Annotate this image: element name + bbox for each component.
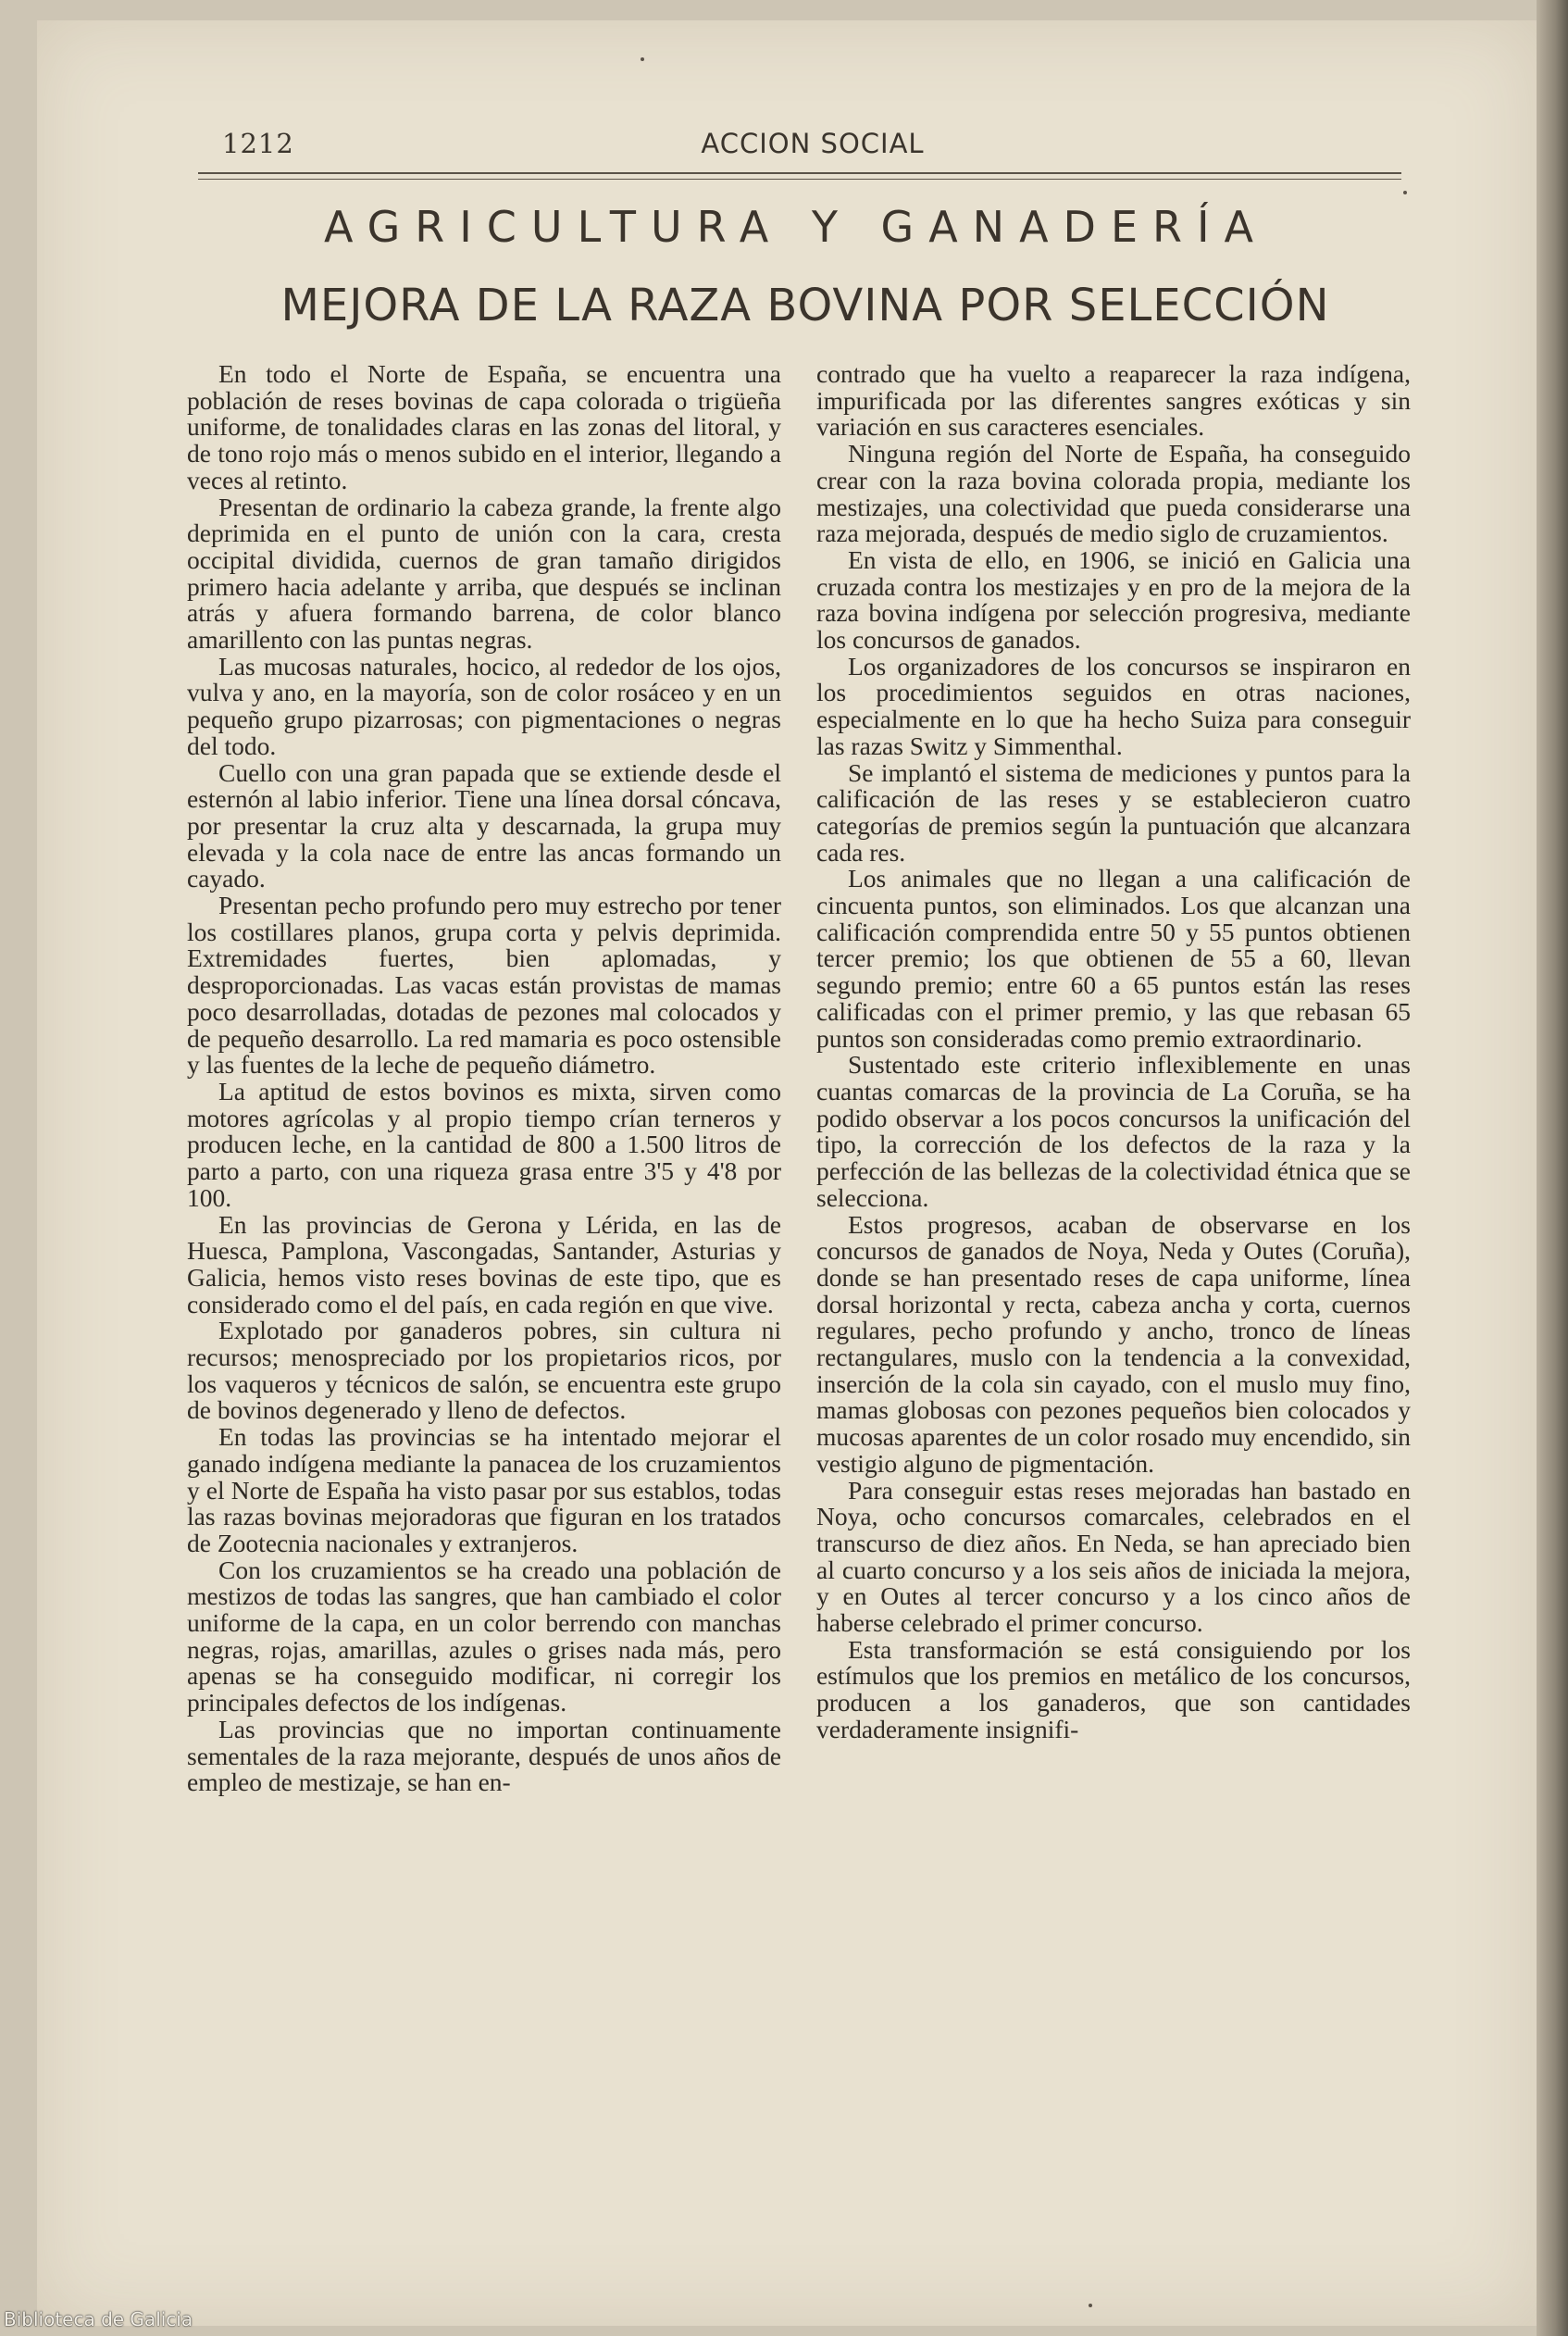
paragraph-continuation: contrado que ha vuelto a reaparecer la raza indígena, impurificada por las diferentes sangres exóticas y sin variación en sus caracteres esenciales. xyxy=(816,359,1411,442)
paragraph: En las provincias de Gerona y Lérida, en las de Huesca, Pamplona, Vascongadas, Santander, Asturias y Galicia, hemos visto reses bovinas de este tipo, que es considerado como el del país, en cada región en que vive. xyxy=(187,1209,781,1318)
paragraph: Explotado por ganaderos pobres, sin cultura ni recursos; menospreciado por los propietarios ricos, por los vaqueros y técnicos de salón, se encuentra este grupo de bovinos degenerado y lleno de defectos. xyxy=(187,1316,781,1425)
page-number: 1212 xyxy=(222,128,294,159)
paragraph: Sustentado este criterio inflexiblemente en unas cuantas comarcas de la provincia de La Coruña, se ha podido observar a los pocos concursos la unificación del tipo, la corrección de los defectos de la raza y la perfección de las bellezas de la colectividad étnica que se selecciona. xyxy=(816,1050,1411,1212)
paragraph: Estos progresos, acaban de observarse en los concursos de ganados de Noya, Neda y Outes (Coruña), donde se han presentado reses de capa uniforme, línea dorsal horizontal y recta, cabeza ancha y corta, cuernos regulares, pecho profundo y ancho, tronco de líneas rectangulares, muslo con la tendencia a la convexidad, inserción de la cola sin cayado, con el muslo muy fino, mamas globosas con pezones pequeños bien colocados y mucosas aparentes de un color rosado muy encendido, sin vestigio alguno de pigmentación. xyxy=(816,1209,1411,1478)
paragraph: Ninguna región del Norte de España, ha conseguido crear con la raza bovina colorada propia, mediante los mestizajes, una colectividad que pueda considerarse una raza mejorada, después de medio siglo de cruzamientos. xyxy=(816,439,1411,548)
paragraph: Presentan pecho profundo pero muy estrecho por tener los costillares planos, grupa corta y pelvis deprimida. Extremidades fuertes, bien aplomadas, y desproporcionadas. Las vacas están provistas de mamas poco desarrolladas, dotadas de pezones mal colocados y de pequeño desarrollo. La red mamaria es poco ostensible y las fuentes de la leche de pequeño diámetro. xyxy=(187,891,781,1080)
paragraph: La aptitud de estos bovinos es mixta, sirven como motores agrícolas y al propio tiempo crían terneros y producen leche, en la cantidad de 800 a 1.500 litros de parto a parto, con una riqueza grasa entre 3'5 y 4'8 por 100. xyxy=(187,1076,781,1212)
journal-name: ACCION SOCIAL xyxy=(701,128,925,159)
running-header xyxy=(222,128,1403,165)
paragraph: Para conseguir estas reses mejoradas han bastado en Noya, ocho concursos comarcales, celebrados en el transcurso de diez años. En Neda, se han apreciado bien al cuarto concurso y a los seis años de iniciada la mejora, y en Outes al tercer concurso y a los cinco años de haberse celebrado el primer concurso. xyxy=(816,1475,1411,1638)
paragraph: En vista de ello, en 1906, se inició en Galicia una cruzada contra los mestizajes y en pro de la mejora de la raza bovina indígena por selección progresiva, mediante los concursos de ganados. xyxy=(816,544,1411,655)
paragraph: Los organizadores de los concursos se inspiraron en los procedimientos seguidos en otras naciones, especialmente en lo que ha hecho Suiza para conseguir las razas Switz y Simmenthal. xyxy=(816,651,1411,760)
header-rule-top xyxy=(198,172,1401,174)
paragraph: Esta transformación se está consiguiendo por los estímulos que los premios en metálico de los concursos, producen a los ganaderos, que son cantidades verdaderamente insignifi- xyxy=(816,1634,1411,1743)
paragraph: Presentan de ordinario la cabeza grande, la frente algo deprimida en el punto de unión con la cara, cresta occipital dividida, cuernos de gran tamaño dirigidos primero hacia adelante y arriba, que después se inclinan atrás y afuera formando barrena, de color blanco amarillento con las puntas negras. xyxy=(187,492,781,655)
library-watermark: Biblioteca de Galicia xyxy=(4,2308,193,2330)
right-column xyxy=(816,361,1411,1743)
paragraph: Los animales que no llegan a una calificación de cincuenta puntos, son eliminados. Los que alcanzan una calificación comprendida entre 50 y 55 puntos obtienen tercer premio; los que obtienen de 55 a 60, llevan segundo premio; entre 60 a 65 puntos están las reses calificadas con el primer premio, y las que rebasan 65 puntos son consideradas como premio extraordinario. xyxy=(816,864,1411,1053)
article-title: MEJORA DE LA RAZA BOVINA POR SELECCIÓN xyxy=(280,280,1330,331)
paragraph: Con los cruzamientos se ha creado una población de mestizos de todas las sangres, que han cambiado el color uniforme de la capa, en un color berrendo con manchas negras, rojas, amarillas, azules o grises nada más, pero apenas se ha conseguido modificar, ni corregir los principales defectos de los indígenas. xyxy=(187,1555,781,1718)
header-rule-bottom xyxy=(198,179,1401,180)
paragraph: En todas las provincias se ha intentado mejorar el ganado indígena mediante la panacea de los cruzamientos y el Norte de España ha visto pasar por sus establos, todas las razas bovinas mejoradoras que figuran en los tratados de Zootecnia nacionales y extranjeros. xyxy=(187,1422,781,1557)
paper-speck xyxy=(1089,2304,1092,2307)
paragraph: Cuello con una gran papada que se extiende desde el esternón al labio inferior. Tiene una línea dorsal cóncava, por presentar la cruz alta y descarnada, la grupa muy elevada y la cola nace de entre las ancas formando un cayado. xyxy=(187,757,781,893)
paper-speck xyxy=(1403,191,1407,194)
paragraph: Se implantó el sistema de mediciones y puntos para la calificación de las reses y se establecieron cuatro categorías de premios según la puntuación que alcanzara cada res. xyxy=(816,757,1411,867)
section-title: AGRICULTURA Y GANADERÍA xyxy=(323,202,1269,252)
book-binding-edge xyxy=(1537,0,1568,2336)
left-column xyxy=(187,361,781,1796)
paper-speck xyxy=(641,57,644,61)
paragraph: Las mucosas naturales, hocico, al rededor de los ojos, vulva y ano, en la mayoría, son de color rosáceo y en un pequeño grupo pizarrosas; con pigmentaciones o negras del todo. xyxy=(187,651,781,760)
paragraph: En todo el Norte de España, se encuentra una población de reses bovinas de capa colorada o trigüeña uniforme, de tonalidades claras en las zonas del litoral, y de tono rojo más o menos subido en el interior, llegando a veces al retinto. xyxy=(187,359,781,494)
paragraph: Las provincias que no importan continuamente sementales de la raza mejorante, después de unos años de empleo de mestizaje, se han en- xyxy=(187,1714,781,1797)
